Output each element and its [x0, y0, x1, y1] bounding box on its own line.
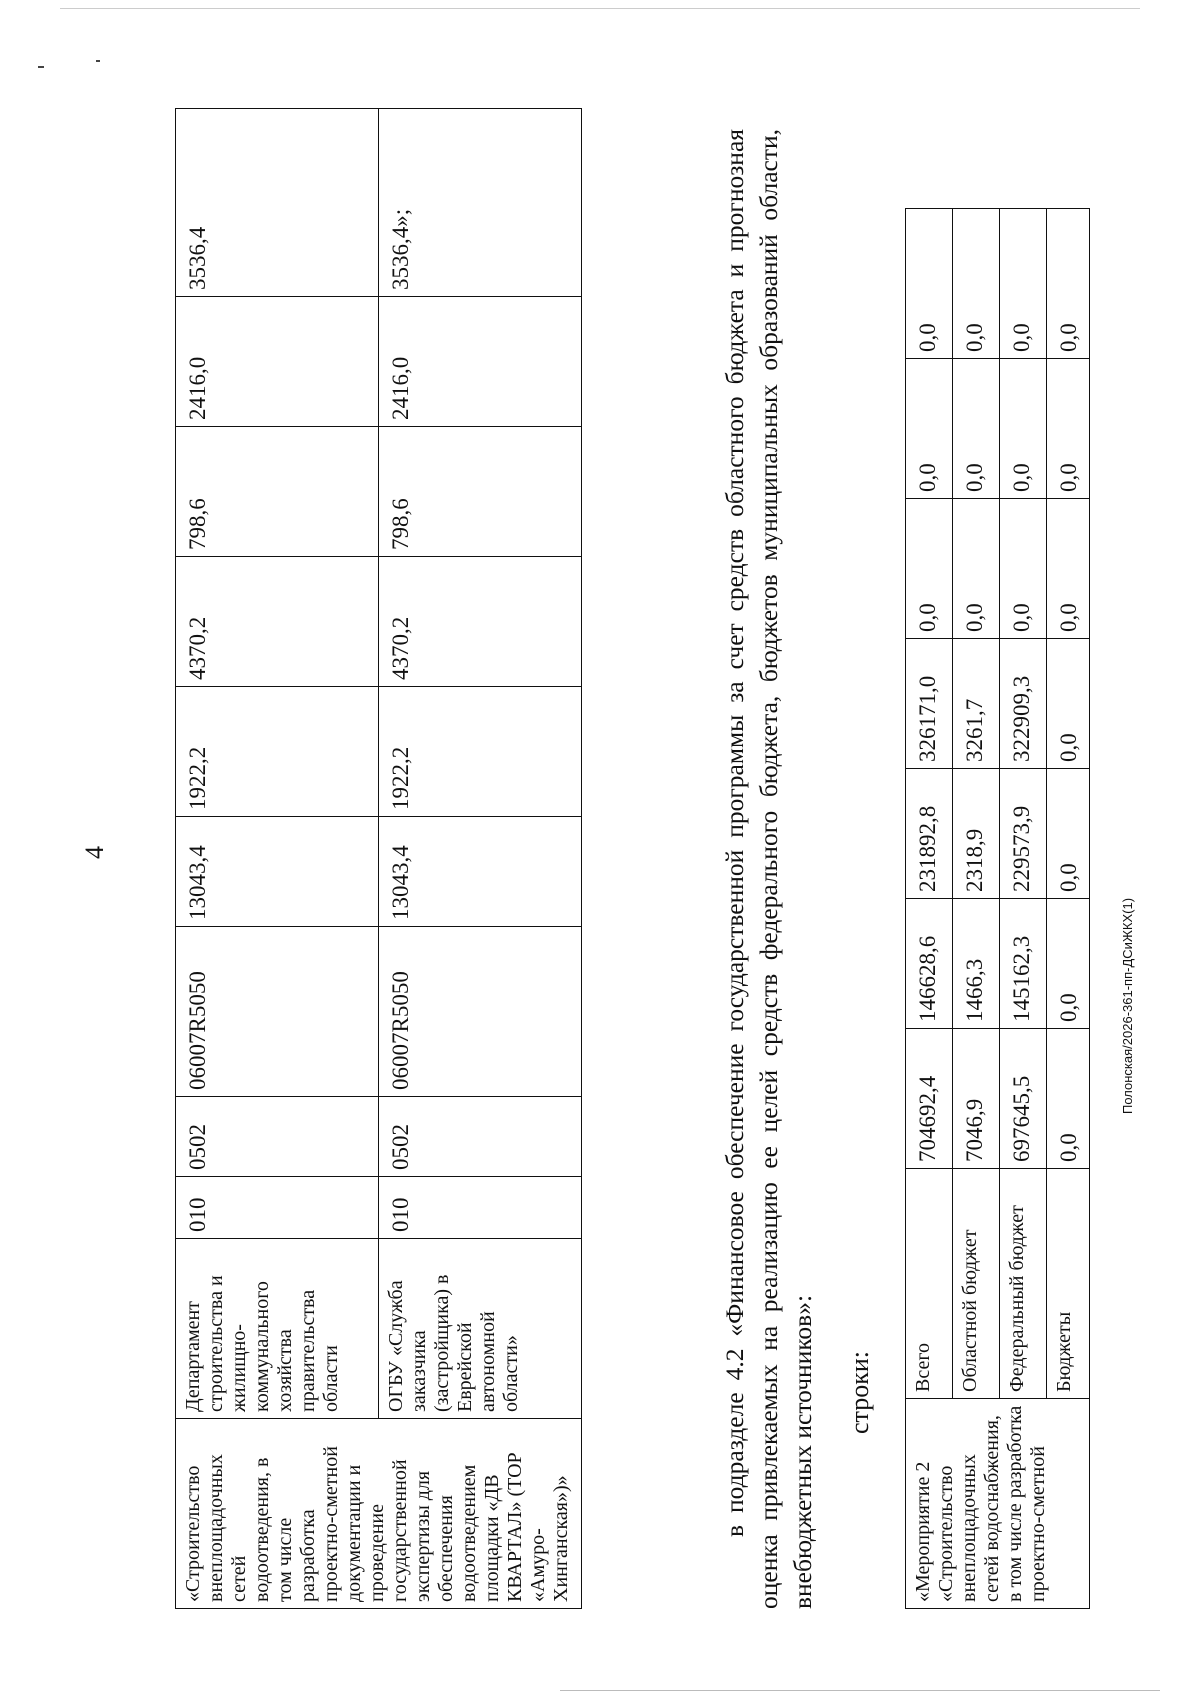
event-name-cell: «Строительство внеплощадочных сетей водоотведения, в том числе разработка проектно-сметной документации и проведение государственной экспертизы для обеспечения водоотведением площадки «ДВ КВАРТАЛ» (ТОР «Амуро-Хинганская»)»: [176, 1419, 582, 1609]
value-cell: 3261,7: [953, 639, 1000, 769]
value-cell: 0,0: [906, 359, 953, 499]
page-number: 4: [80, 846, 109, 859]
value-cell: 704692,4: [906, 1029, 953, 1169]
value-cell: 0,0: [1047, 899, 1090, 1029]
value-cell: 2318,9: [953, 769, 1000, 899]
paragraph-text: в подразделе 4.2 «Финансовое обеспечение государственной программы за счет средств областного бюджета и прогнозная оценка привлекаемых на реализацию ее целей средств федерального бюджета, бюджетов муниципальных образований области, внебюджетных источников»:: [720, 129, 817, 1609]
value-cell: 1466,3: [953, 899, 1000, 1029]
value-cell: 2416,0: [379, 297, 582, 427]
executor-cell: Департамент строительства и жилищно-коммунального хозяйства правительства области: [176, 1239, 379, 1419]
value-cell: 697645,5: [1000, 1029, 1047, 1169]
value-cell: 0,0: [953, 359, 1000, 499]
lines-label: строки:: [845, 1351, 874, 1434]
value-cell: 229573,9: [1000, 769, 1047, 899]
source-cell: Всего: [906, 1169, 953, 1399]
rzpr-cell: 0502: [176, 1097, 379, 1177]
value-cell: 0,0: [1047, 499, 1090, 639]
value-cell: 145162,3: [1000, 899, 1047, 1029]
value-cell: 146628,6: [906, 899, 953, 1029]
grbs-cell: 010: [176, 1177, 379, 1239]
executor-cell: ОГБУ «Служба заказчика (застройщика) в Еврейской автономной области»: [379, 1239, 582, 1419]
value-cell: 13043,4: [379, 817, 582, 927]
source-cell: Федеральный бюджет: [1000, 1169, 1047, 1399]
value-cell: 322909,3: [1000, 639, 1047, 769]
value-cell: 0,0: [953, 209, 1000, 359]
table-row: [379, 109, 582, 1609]
value-cell: 7046,9: [953, 1029, 1000, 1169]
value-cell: 798,6: [379, 427, 582, 557]
value-cell: 4370,2: [379, 557, 582, 687]
value-cell: 0,0: [1000, 359, 1047, 499]
value-cell: 798,6: [176, 427, 379, 557]
amendment-paragraph: [718, 129, 820, 1609]
value-cell: 0,0: [1047, 639, 1090, 769]
value-cell: 13043,4: [176, 817, 379, 927]
value-cell: 0,0: [1047, 769, 1090, 899]
value-cell: 3536,4»;: [379, 109, 582, 297]
csr-cell: 06007R5050: [176, 927, 379, 1097]
value-cell: 0,0: [953, 499, 1000, 639]
csr-cell: 06007R5050: [379, 927, 582, 1097]
value-cell: 0,0: [906, 209, 953, 359]
table-row: [176, 109, 379, 1609]
value-cell: 0,0: [1000, 499, 1047, 639]
value-cell: 2416,0: [176, 297, 379, 427]
value-cell: 326171,0: [906, 639, 953, 769]
program-table: [175, 108, 582, 1609]
footer-code: Полонская/2026-361-пп-ДСиЖКХ(1): [1120, 897, 1135, 1114]
source-cell: Бюджеты: [1047, 1169, 1090, 1399]
value-cell: 3536,4: [176, 109, 379, 297]
value-cell: 0,0: [1047, 1029, 1090, 1169]
source-cell: Областной бюджет: [953, 1169, 1000, 1399]
value-cell: 1922,2: [176, 687, 379, 817]
table-row: [906, 209, 953, 1609]
value-cell: 231892,8: [906, 769, 953, 899]
value-cell: 4370,2: [176, 557, 379, 687]
grbs-cell: 010: [379, 1177, 582, 1239]
value-cell: 1922,2: [379, 687, 582, 817]
financing-table: [905, 208, 1090, 1609]
value-cell: 0,0: [1047, 209, 1090, 359]
rzpr-cell: 0502: [379, 1097, 582, 1177]
value-cell: 0,0: [1047, 359, 1090, 499]
value-cell: 0,0: [1000, 209, 1047, 359]
value-cell: 0,0: [906, 499, 953, 639]
event-name-cell: «Мероприятие 2 «Строительство внеплощадочных сетей водоснабжения, в том числе разработка проектно-сметной: [906, 1399, 1090, 1609]
